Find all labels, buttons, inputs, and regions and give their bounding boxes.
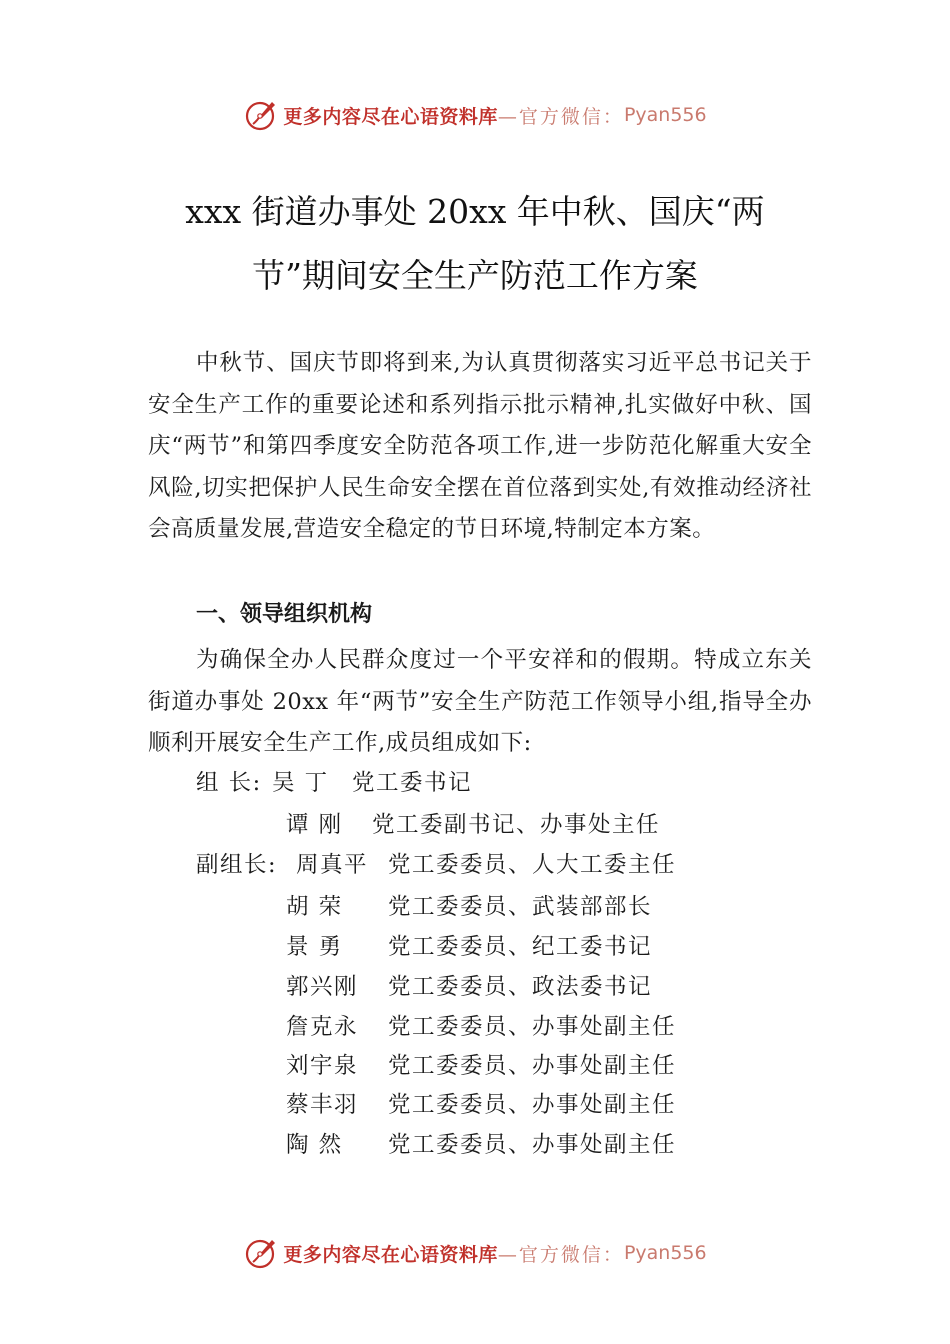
section-heading: 一、领导组织机构 (196, 602, 373, 627)
member-row (196, 845, 816, 885)
member-position: 党工委委员、办事处副主任 (388, 1053, 677, 1079)
member-row (196, 887, 816, 927)
header-banner (0, 95, 950, 135)
banner-library-text: 更多内容尽在心语资料库 (283, 1243, 498, 1266)
member-row (196, 1085, 816, 1125)
member-name: 景 勇 (286, 934, 343, 960)
member-row (196, 1007, 816, 1047)
member-name: 刘宇泉 (286, 1053, 359, 1079)
member-name: 周真平 (296, 852, 369, 878)
footer-banner (0, 1233, 950, 1273)
member-position: 党工委委员、办事处副主任 (388, 1132, 677, 1158)
member-role: 副组长: (196, 852, 278, 878)
banner-account: Pyan556 (623, 1242, 707, 1264)
document-title (120, 180, 830, 308)
member-row (196, 1125, 816, 1165)
member-name: 胡 荣 (286, 894, 343, 920)
member-position: 党工委委员、政法委书记 (388, 974, 653, 1000)
member-position: 党工委委员、武装部部长 (388, 894, 653, 920)
banner-account: Pyan556 (623, 104, 707, 126)
member-row (196, 927, 816, 967)
member-position: 党工委委员、办事处副主任 (388, 1092, 677, 1118)
member-name: 詹克永 (286, 1014, 359, 1040)
member-position: 党工委书记 (352, 770, 473, 796)
member-name: 吴 丁 (272, 770, 329, 796)
member-name: 谭 刚 (286, 812, 343, 838)
member-row (196, 805, 816, 845)
member-name: 郭兴刚 (286, 974, 359, 1000)
member-position: 党工委委员、人大工委主任 (388, 852, 677, 878)
member-row (196, 1046, 816, 1086)
pen-nib-logo-icon (243, 97, 279, 133)
pen-nib-logo-icon (243, 1235, 279, 1271)
member-name: 陶 然 (286, 1132, 343, 1158)
banner-wechat-text: —官方微信： (497, 1243, 624, 1266)
title-line-1: xxx 街道办事处 20xx 年中秋、国庆“两 (185, 192, 765, 231)
title-line-2: 节”期间安全生产防范工作方案 (252, 256, 698, 295)
section-paragraph: 为确保全办人民群众度过一个平安祥和的假期。特成立东关街道办事处 20xx 年“两节”安全生产防范工作领导小组,指导全办顺利开展安全生产工作,成员组成如下: (148, 647, 812, 756)
member-position: 党工委委员、办事处副主任 (388, 1014, 677, 1040)
member-position: 党工委委员、纪工委书记 (388, 934, 653, 960)
member-name: 蔡丰羽 (286, 1092, 359, 1118)
member-position: 党工委副书记、办事处主任 (372, 812, 661, 838)
intro-paragraph: 中秋节、国庆节即将到来,为认真贯彻落实习近平总书记关于安全生产工作的重要论述和系列指示批示精神,扎实做好中秋、国庆“两节”和第四季度安全防范各项工作,进一步防范化解重大安全风险,切实把保护人民生命安全摆在首位落到实处,有效推动经济社会高质量发展,营造安全稳定的节日环境,特制定本方案。 (148, 350, 812, 542)
member-row (196, 763, 816, 803)
member-row (196, 967, 816, 1007)
banner-library-text: 更多内容尽在心语资料库 (283, 105, 498, 128)
banner-wechat-text: —官方微信： (497, 105, 624, 128)
member-role: 组 长: (196, 770, 262, 796)
